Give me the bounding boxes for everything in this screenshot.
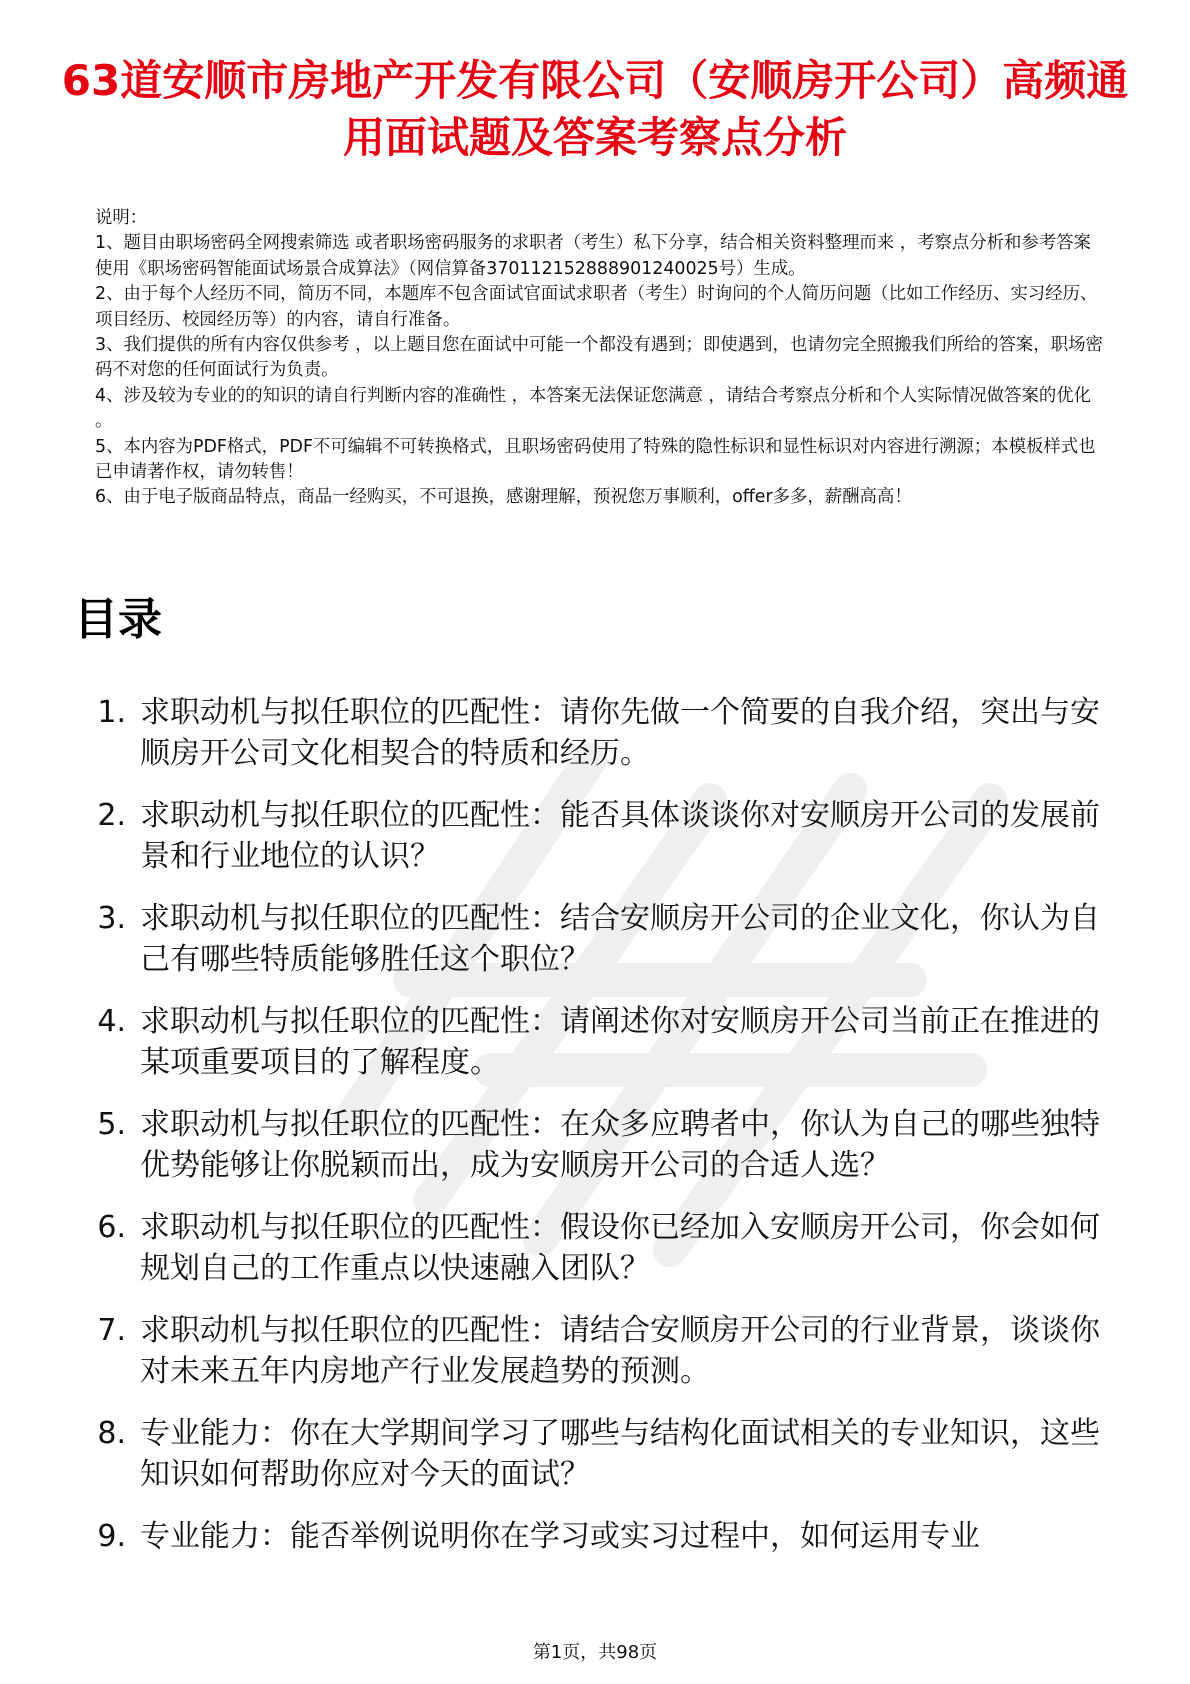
notes-section	[95, 206, 1105, 511]
toc-item[interactable]	[70, 1413, 1110, 1495]
page-footer: 第1页，共98页	[532, 1642, 658, 1663]
note-1: 1、题目由职场密码全网搜索筛选 或者职场密码服务的求职者（考生）私下分享，结合相关资料整理而来 ，考察点分析和参考答案使用《职场密码智能面试场景合成算法》（网信算备370112152888901240025号）生成。	[95, 233, 1092, 279]
toc-item-text: 专业能力：能否举例说明你在学习或实习过程中，如何运用专业	[140, 1519, 980, 1554]
toc-item-number: 7.	[97, 1313, 126, 1348]
toc-item[interactable]	[70, 898, 1110, 980]
toc-item-number: 1.	[97, 695, 126, 730]
toc-item-number: 4.	[97, 1004, 126, 1039]
notes-heading: 说明：	[95, 208, 148, 228]
document-title: 63道安顺市房地产开发有限公司（安顺房开公司）高频通用面试题及答案考察点分析	[61, 56, 1129, 162]
toc-item-number: 6.	[97, 1210, 126, 1245]
toc-list	[70, 692, 1110, 1578]
note-6: 6、由于电子版商品特点，商品一经购买，不可退换，感谢理解，预祝您万事顺利，offer多多，薪酬高高！	[95, 487, 912, 508]
toc-item[interactable]	[70, 1207, 1110, 1289]
toc-viewport	[0, 680, 1190, 1605]
toc-item-text: 求职动机与拟任职位的匹配性：请你先做一个简要的自我介绍，突出与安顺房开公司文化相契合的特质和经历。	[140, 695, 1100, 771]
note-5: 5、本内容为PDF格式，PDF不可编辑不可转换格式，且职场密码使用了特殊的隐性标识和显性标识对内容进行溯源；本模板样式也已申请著作权，请勿转售！	[95, 436, 1096, 483]
toc-item[interactable]	[70, 1516, 1110, 1557]
toc-item-text: 求职动机与拟任职位的匹配性：请阐述你对安顺房开公司当前正在推进的某项重要项目的了解程度。	[140, 1004, 1100, 1080]
toc-item-number: 2.	[97, 798, 126, 833]
note-4: 4、涉及较为专业的的知识的请自行判断内容的准确性 ，本答案无法保证您满意 ，请结合考察点分析和个人实际情况做答案的优化 。	[95, 385, 1092, 432]
toc-item-number: 9.	[97, 1519, 126, 1554]
toc-item-text: 求职动机与拟任职位的匹配性：能否具体谈谈你对安顺房开公司的发展前景和行业地位的认识？	[140, 798, 1100, 874]
toc-item-text: 专业能力：你在大学期间学习了哪些与结构化面试相关的专业知识，这些知识如何帮助你应对今天的面试？	[140, 1416, 1100, 1492]
toc-item-text: 求职动机与拟任职位的匹配性：请结合安顺房开公司的行业背景，谈谈你对未来五年内房地产行业发展趋势的预测。	[140, 1313, 1100, 1389]
note-3: 3、我们提供的所有内容仅供参考 ，以上题目您在面试中可能一个都没有遇到；即使遇到，也请勿完全照搬我们所给的答案，职场密码不对您的任何面试行为负责。	[95, 335, 1103, 381]
toc-item-number: 8.	[97, 1416, 126, 1451]
toc-item-text: 求职动机与拟任职位的匹配性：假设你已经加入安顺房开公司，你会如何规划自己的工作重点以快速融入团队？	[140, 1210, 1100, 1286]
toc-item-number: 5.	[97, 1107, 126, 1142]
toc-item-text: 求职动机与拟任职位的匹配性：结合安顺房开公司的企业文化，你认为自己有哪些特质能够胜任这个职位？	[140, 901, 1100, 977]
toc-item[interactable]	[70, 795, 1110, 877]
toc-item[interactable]	[70, 692, 1110, 774]
toc-item[interactable]	[70, 1310, 1110, 1392]
toc-heading: 目录	[74, 594, 162, 645]
toc-item-number: 3.	[97, 901, 126, 936]
toc-item-text: 求职动机与拟任职位的匹配性：在众多应聘者中，你认为自己的哪些独特优势能够让你脱颖而出，成为安顺房开公司的合适人选？	[140, 1107, 1100, 1183]
note-2: 2、由于每个人经历不同，简历不同，本题库不包含面试官面试求职者（考生）时询问的个人简历问题（比如工作经历、实习经历、项目经历、校园经历等）的内容，请自行准备。	[95, 284, 1098, 330]
toc-item[interactable]	[70, 1001, 1110, 1083]
toc-item[interactable]	[70, 1104, 1110, 1186]
